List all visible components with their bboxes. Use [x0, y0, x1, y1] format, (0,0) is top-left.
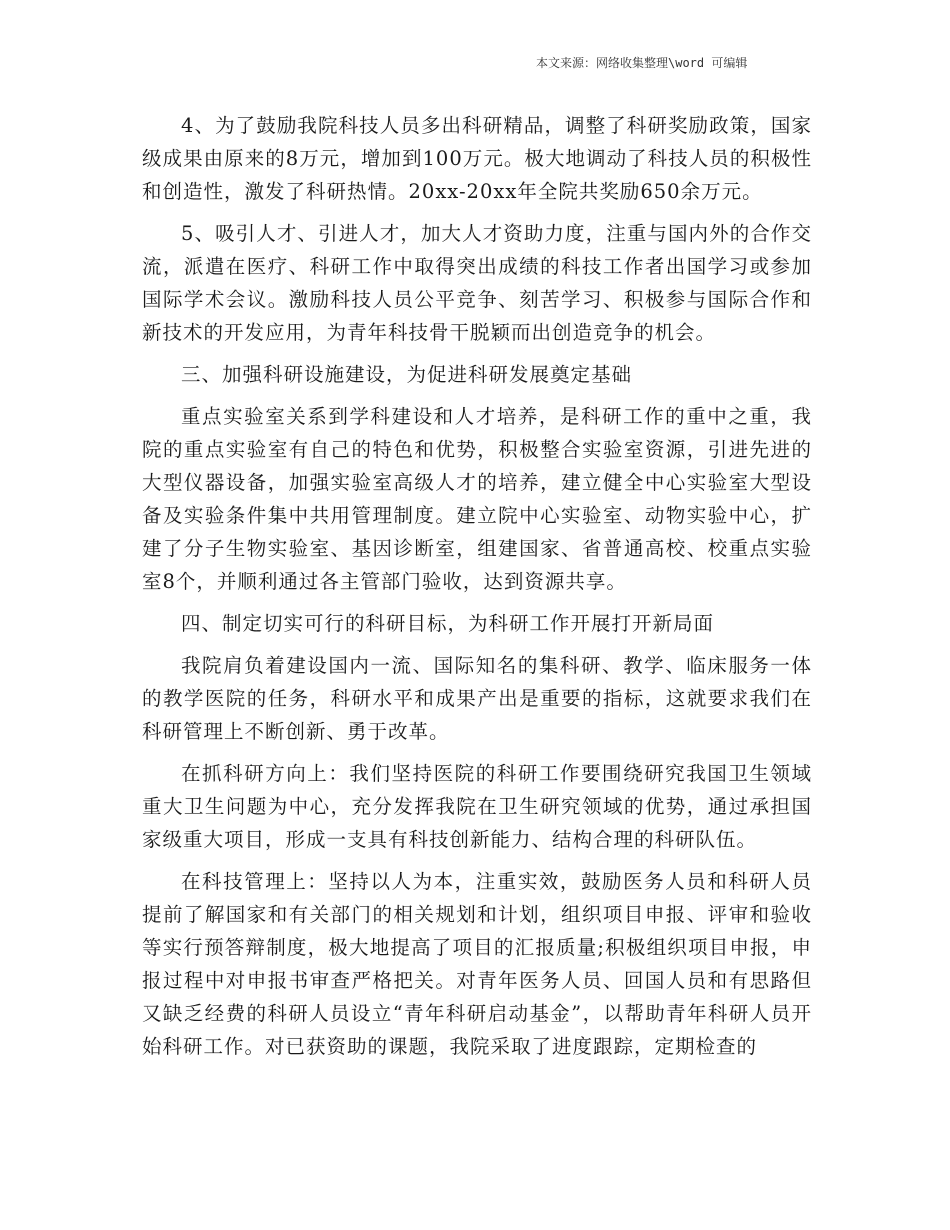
section-heading-3: 三、加强科研设施建设，为促进科研发展奠定基础: [181, 363, 633, 386]
section-heading-4: 四、制定切实可行的科研目标，为科研工作开展打开新局面: [181, 612, 715, 635]
paragraph-5-talent-attraction: 5、吸引人才、引进人才，加大人才资助力度，注重与国内外的合作交流，派遣在医疗、科研工作中取得突出成绩的科技工作者出国学习或参加国际学术会议。激励科技人员公平竞争、刻苦学习、积极参与国际合作和新技术的开发应用，为青年科技骨干脱颖而出创造竞争的机会。: [142, 222, 812, 344]
document-body: [142, 109, 812, 1072]
paragraph-tech-management: 在科技管理上：坚持以人为本，注重实效，鼓励医务人员和科研人员提前了解国家和有关部门的相关规划和计划，组织项目申报、评审和验收等实行预答辩制度，极大地提高了项目的汇报质量;积极组织项目申报，申报过程中对申报书审查严格把关。对青年医务人员、回国人员和有思路但又缺乏经费的科研人员设立“青年科研启动基金”，以帮助青年科研人员开始科研工作。对已获资助的课题，我院采取了进度跟踪，定期检查的: [142, 870, 812, 1058]
paragraph-key-laboratories: 重点实验室关系到学科建设和人才培养，是科研工作的重中之重，我院的重点实验室有自己的特色和优势，积极整合实验室资源，引进先进的大型仪器设备，加强实验室高级人才的培养，建立健全中心实验室大型设备及实验条件集中共用管理制度。建立院中心实验室、动物实验中心，扩建了分子生物实验室、基因诊断室，组建国家、省普通高校、校重点实验室8个，并顺利通过各主管部门验收，达到资源共享。: [142, 405, 812, 593]
paragraph-research-direction: 在抓科研方向上：我们坚持医院的科研工作要围绕研究我国卫生领域重大卫生问题为中心，充分发挥我院在卫生研究领域的优势，通过承担国家级重大项目，形成一支具有科技创新能力、结构合理的科研队伍。: [142, 762, 812, 851]
paragraph-4-research-rewards: 4、为了鼓励我院科技人员多出科研精品，调整了科研奖励政策，国家级成果由原来的8万元，增加到100万元。极大地调动了科技人员的积极性和创造性，激发了科研热情。20xx-20xx年全院共奖励650余万元。: [142, 114, 812, 203]
source-note: 本文来源：网络收集整理\word 可编辑: [536, 56, 748, 70]
paragraph-hospital-mission: 我院肩负着建设国内一流、国际知名的集科研、教学、临床服务一体的教学医院的任务，科研水平和成果产出是重要的指标，这就要求我们在科研管理上不断创新、勇于改革。: [142, 654, 812, 743]
